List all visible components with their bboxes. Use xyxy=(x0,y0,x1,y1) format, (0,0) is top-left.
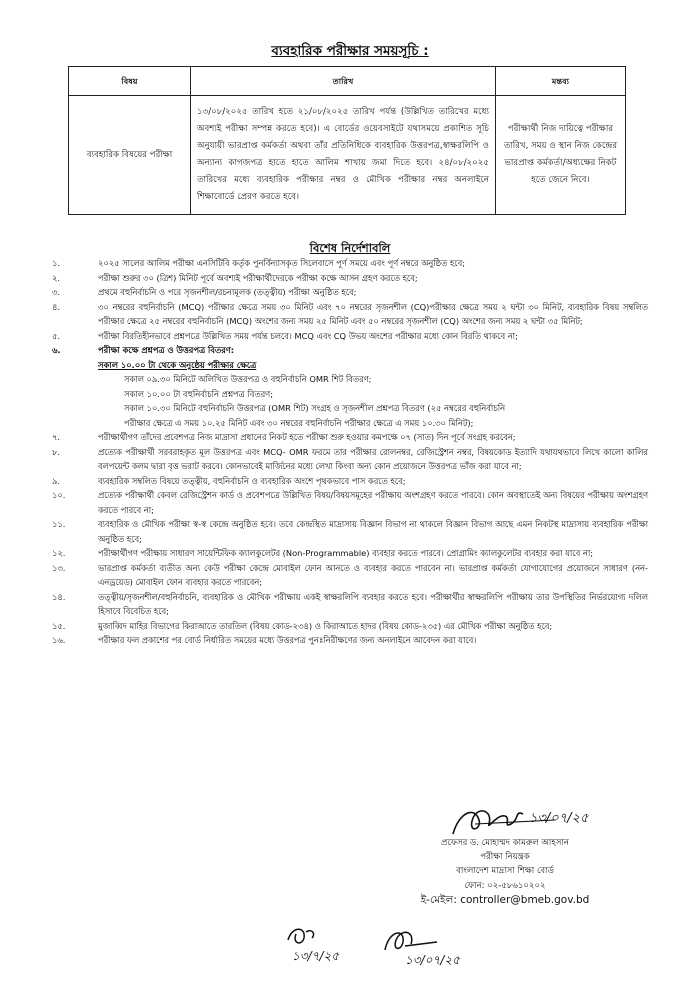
list-item: ৮. প্রত্যেক পরীক্ষার্থী সরবরাহকৃত মূল উত্তরপত্র এবং MCQ- OMR ফরমে তার পরীক্ষার রোলনম্বর, রেজিস্ট্রেশন নম্বর, বিষয়কোড ইত্যাদি যথাযথভাবে লিখে কালো কালির বলপয়েন্ট কলম দ্বারা বৃত্ত ভরাট করবে। কোনভাবেই মার্জিনের মধ্যে লেখা কিংবা অন্য কোন প্রয়োজনে উত্তরপত্র ভাঁজ করা যাবে না; xyxy=(52,446,648,471)
list-item: ১০. প্রত্যেক পরীক্ষার্থী কেবল রেজিস্ট্রেশন কার্ড ও প্রবেশপত্রে উল্লিখিত বিষয়/বিষয়সমূহের পরীক্ষায় অংশগ্রহণ করতে পারবে। কোন অবস্থাতেই অন্য বিষয়ের পরীক্ষায় অংশগ্রহণ করতে পারবে না; xyxy=(52,490,648,515)
list-item: ৩. প্রথমে বহুনির্বাচনি ও পরে সৃজনশীল/রচনামূলক (তত্ত্বীয়) পরীক্ষা অনুষ্ঠিত হবে; xyxy=(52,287,357,297)
signatory-phone: ফোন: ০২-৫৮৬১০২০২ xyxy=(464,880,546,891)
list-item: ২. পরীক্ষা শুরুর ৩০ (ত্রিশ) মিনিট পূর্বে অবশ্যই পরীক্ষার্থীদেরকে পরীক্ষা কক্ষে আসন গ্রহণ করতে হবে; xyxy=(52,272,418,283)
distribution-subheading: সকাল ১০.০০ টা থেকে অনুষ্ঠেয় পরীক্ষার ক্ষেত্রে xyxy=(98,359,257,370)
table-header-row xyxy=(69,67,626,96)
schedule-table xyxy=(68,66,626,215)
initial-date-right: ১৩/০৭/২৫ xyxy=(405,953,460,967)
distribution-line: পরীক্ষার ক্ষেত্রে এ সময় ১০.২৫ মিনিট এবং ৩০ নম্বরের বহুনির্বাচনি পরীক্ষার ক্ষেত্রে এ সময় ১০.৩০ মিনিট); xyxy=(124,417,474,428)
distribution-line: সকাল ১০.৩০ মিনিটে বহুনির্বাচনি উত্তরপত্র (OMR শিট) সংগ্রহ ও সৃজনশীল প্রশ্নপত্র বিতরণ (২৫ নম্বরের বহুনির্বাচনি xyxy=(124,403,506,413)
initial-signature-left xyxy=(282,920,352,966)
signatory-block xyxy=(355,836,655,907)
col-date-header: তারিখ xyxy=(191,67,496,96)
signature-date: ১৩/০৭/২৫ xyxy=(529,811,589,826)
distribution-line: সকাল ১০.০০ টা বহুনির্বাচনি প্রশ্নপত্র বিতরণ; xyxy=(124,388,273,399)
list-item: ১২. পরীক্ষার্থীগণ পরীক্ষায় সাধারণ সায়েন্টিফিক ক্যালকুলেটর (Non-Programmable) ব্যবহার করতে পারবে। প্রোগ্রামিং ক্যালকুলেটর ব্যবহার করা যাবে না; xyxy=(52,548,594,558)
instructions-list xyxy=(52,256,648,648)
signatory-designation: পরীক্ষা নিয়ন্ত্রক xyxy=(480,852,530,863)
signatory-org: বাংলাদেশ মাদ্রাসা শিক্ষা বোর্ড xyxy=(456,866,554,877)
initial-date-left: ১৩/৭/২৫ xyxy=(292,949,340,963)
list-item: ১৬. পরীক্ষার ফল প্রকাশের পর বোর্ড নির্ধারিত সময়ের মধ্যে উত্তরপত্র পুনঃনিরীক্ষণের জন্য অনলাইনে আবেদন করা যাবে। xyxy=(52,635,477,645)
signatory-email: ই-মেইল: controller@bmeb.gov.bd xyxy=(420,893,590,906)
signatory-name: প্রফেসর ড. মোহাম্মদ কামরুল আহসান xyxy=(441,838,569,848)
remark-cell: পরীক্ষার্থী নিজ দায়িত্বে পরীক্ষার তারিখ, সময় ও স্থান নিজ কেন্দ্রের ভারপ্রাপ্ত কর্মকর্তা/অধ্যক্ষের নিকট হতে জেনে নিবে। xyxy=(495,96,625,215)
col-subject-header: বিষয় xyxy=(69,67,191,96)
schedule-title: ব্যবহারিক পরীক্ষার সময়সূচি : xyxy=(271,43,429,59)
initial-signature-right xyxy=(375,920,485,970)
table-row xyxy=(69,96,626,215)
instructions-title: বিশেষ নির্দেশাবলি xyxy=(309,241,391,255)
list-item: ১৪. তত্ত্বীয়/সৃজনশীল/বহুনির্বাচনি, ব্যবহারিক ও মৌখিক পরীক্ষায় একই স্বাক্ষরলিপি ব্যবহার করতে হবে। পরীক্ষার্থীর স্বাক্ষরলিপি পরীক্ষায় তার উপস্থিতির নির্ভরযোগ্য দলিল হিসাবে বিবেচিত হবে; xyxy=(52,591,648,616)
date-cell: ১৩/০৮/২০২৫ তারিখ হতে ২১/০৮/২০২৫ তারিখ পর্যন্ত (উল্লিখিত তারিখের মধ্যে অবশ্যই পরীক্ষা সম্পন্ন করতে হবে)। এ বোর্ডের ওয়েবসাইটে যথাসময়ে প্রকাশিত সূচি অনুযায়ী ভারপ্রাপ্ত কর্মকর্তা অথবা তাঁর প্রতিনিধিকে ব্যবহারিক উত্তরপত্র,স্বাক্ষরলিপি ও অন্যান্য কাগজপত্র হাতে হাতে আলিম শাখায় জমা দিতে হবে। ২৪/০৮/২০২৫ তারিখের মধ্যে ব্যবহারিক পরীক্ষার নম্বর ও মৌখিক পরীক্ষার নম্বর অনলাইনে শিক্ষাবোর্ডে প্রেরণ করতে হবে। xyxy=(191,96,496,215)
list-item: ৪. ৩০ নম্বরের বহুনির্বাচনি (MCQ) পরীক্ষার ক্ষেত্রে সময় ৩০ মিনিট এবং ৭০ নম্বরের সৃজনশীল (CQ)পরীক্ষার ক্ষেত্রে সময় ২ ঘন্টা ৩০ মিনিট, ব্যবহারিক বিষয় সম্বলিত পরীক্ষার ক্ষেত্রে ২৫ নম্বরের বহুনির্বাচনি (MCQ) অংশের জন্য সময় ২৫ মিনিট এবং ৫০ নম্বরের সৃজনশীল (CQ) অংশের জন্য সময় ২ ঘন্টা ৩৫ মিনিট; xyxy=(52,301,648,326)
list-item: ৫. পরীক্ষা বিরতিহীনভাবে প্রশ্নপত্রে উল্লিখিত সময় পর্যন্ত চলবে। MCQ এবং CQ উভয় অংশের পরীক্ষার মধ্যে কোন বিরতি থাকবে না; xyxy=(52,330,518,341)
list-item: ১৩. ভারপ্রাপ্ত কর্মকর্তা ব্যতীত অন্য কেউ পরীক্ষা কেন্দ্রে মোবাইল ফোন আনতে ও ব্যবহার করতে পারবেন না। ভারপ্রাপ্ত কর্মকর্তা যোগাযোগের প্রয়োজনে সাধারণ (নন-এনড্রয়েড) মোবাইল ফোন ব্যবহার করতে পারবেন; xyxy=(52,562,648,587)
list-item: ১৫. মুজাব্বিদ মাহির বিভাগের কিরাআতে তারতিল (বিষয় কোড-২৩৪) ও কিরাআতে হাদর (বিষয় কোড-২৩৫) এর মৌখিক পরীক্ষা অনুষ্ঠিত হবে; xyxy=(52,620,553,631)
list-item: ৭. পরীক্ষার্থীগণ তাঁদের প্রবেশপত্র নিজ মাদ্রাসা প্রধানের নিকট হতে পরীক্ষা শুরু হওয়ার কমপক্ষে ০৭ (সাত) দিন পূর্বে সংগ্রহ করবেন; xyxy=(52,432,516,442)
col-remark-header: মন্তব্য xyxy=(495,67,625,96)
list-item: ১. ২০২৫ সালের আলিম পরীক্ষা এনসিটিবি কর্তৃক পুনর্বিন্যাসকৃত সিলেবাসে পূর্ণ সময়ে এবং পূর্ণ নম্বরে অনুষ্ঠিত হবে; xyxy=(52,258,465,268)
distribution-line: সকাল ০৯.৩০ মিনিটে অলিখিত উত্তরপত্র ও বহুনির্বাচনি OMR শিট বিতরণ; xyxy=(124,374,372,384)
list-item: ১১. ব্যবহারিক ও মৌখিক পরীক্ষা স্ব-স্ব কেন্দ্রে অনুষ্ঠিত হবে। তবে কেন্দ্রস্থিত মাদ্রাসায় বিজ্ঞান বিভাগ না থাকলে বিজ্ঞান বিভাগ আছে এমন নিকটস্থ মাদ্রাসায় ব্যবহারিক পরীক্ষা অনুষ্ঠিত হবে; xyxy=(52,519,648,544)
subject-cell: ব্যবহারিক বিষয়ের পরীক্ষা xyxy=(69,96,191,215)
list-item: ৯. ব্যবহারিক সম্বলিত বিষয়ে তত্ত্বীয়, বহুনির্বাচনি ও ব্যবহারিক অংশে পৃথকভাবে পাস করতে হবে; xyxy=(52,475,406,486)
list-item: ৬. পরীক্ষা কক্ষে প্রশ্নপত্র ও উত্তরপত্র বিতরণ: xyxy=(52,345,235,355)
